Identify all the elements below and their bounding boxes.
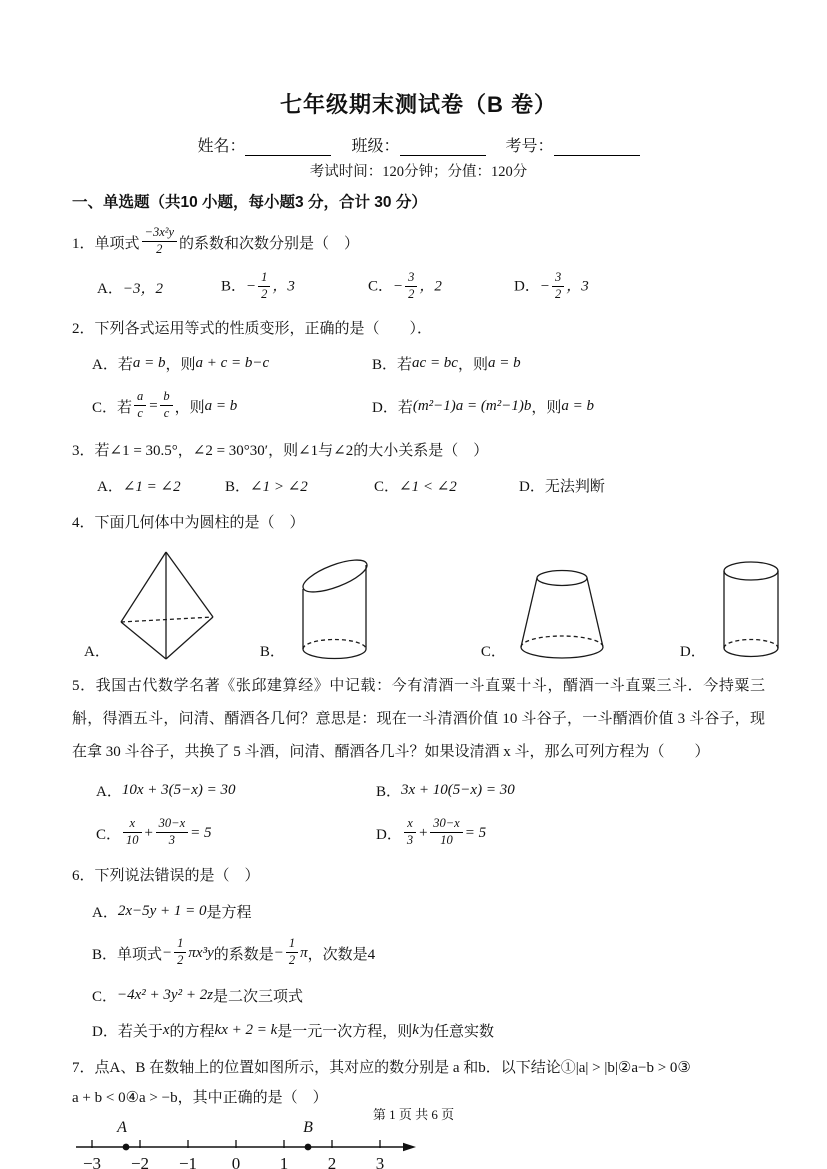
examno-blank bbox=[554, 136, 640, 156]
fraction-denominator: 3 bbox=[156, 832, 188, 848]
option-c bbox=[96, 815, 376, 849]
fraction bbox=[404, 817, 416, 848]
fraction bbox=[405, 271, 417, 302]
option-b bbox=[376, 780, 765, 801]
option-c-label: C． bbox=[368, 278, 394, 295]
option-a-label: A． bbox=[92, 356, 118, 373]
question-4-stem: 4．下面几何体中为圆柱的是（ ） bbox=[72, 515, 305, 531]
fraction bbox=[134, 390, 146, 421]
class-field bbox=[351, 133, 485, 156]
option-d-sign: − bbox=[539, 278, 550, 295]
class-label: 班级： bbox=[351, 138, 400, 155]
q1-options bbox=[72, 268, 765, 306]
number-line bbox=[72, 1119, 424, 1169]
option-a-label: A． bbox=[84, 644, 110, 660]
fraction bbox=[174, 937, 186, 968]
option-c-math: = bbox=[148, 397, 159, 414]
fraction-numerator: 1 bbox=[261, 269, 268, 284]
option-a-math: a = b bbox=[132, 354, 166, 371]
fraction bbox=[156, 817, 188, 848]
point-a-dot bbox=[123, 1144, 130, 1151]
option-d-text: 若关于 bbox=[117, 1023, 163, 1040]
option-d-label: D． bbox=[519, 478, 545, 495]
fraction-denominator: 3 bbox=[404, 832, 416, 848]
tick-label: 3 bbox=[375, 1154, 385, 1169]
option-a-label: A． bbox=[97, 280, 123, 297]
fraction-denominator: c bbox=[134, 405, 146, 421]
name-field bbox=[197, 133, 331, 156]
fraction-denominator: 2 bbox=[552, 286, 564, 302]
fraction bbox=[552, 271, 564, 302]
option-b-text: 单项式 bbox=[117, 946, 163, 963]
q2-options-row-2 bbox=[72, 384, 765, 428]
fraction-denominator: 2 bbox=[142, 241, 178, 257]
option-d bbox=[372, 396, 765, 417]
fraction bbox=[430, 817, 462, 848]
option-a-figure bbox=[84, 548, 218, 662]
fraction-denominator: 2 bbox=[174, 952, 186, 968]
option-c-math: −4x² + 3y² + 2z bbox=[117, 986, 214, 1003]
fraction-denominator: c bbox=[160, 405, 172, 421]
option-b-label: B． bbox=[259, 644, 285, 660]
q3-options bbox=[72, 470, 765, 500]
option-c bbox=[92, 388, 372, 422]
page-footer: 第 1 页 共 6 页 bbox=[372, 1107, 455, 1122]
point-b-label: B bbox=[303, 1119, 313, 1136]
option-b bbox=[372, 353, 765, 374]
option-c-text: 若 bbox=[117, 399, 133, 416]
option-b-math: ac = bc bbox=[412, 354, 458, 371]
option-d-math: = 5 bbox=[464, 824, 487, 841]
q4-figures bbox=[72, 544, 765, 662]
option-d-math: k bbox=[412, 1021, 419, 1038]
fraction-denominator: 2 bbox=[258, 286, 270, 302]
fraction-numerator: x bbox=[407, 815, 413, 830]
option-b-label: B． bbox=[221, 278, 247, 295]
question-3-stem: 3．若∠1 = 30.5°，∠2 = 30°30′，则∠1与∠2的大小关系是（ ） bbox=[72, 443, 489, 459]
option-d-text: 为任意实数 bbox=[418, 1023, 494, 1040]
option-d-label: D． bbox=[376, 826, 402, 843]
q5-options-row-2 bbox=[72, 811, 765, 855]
fraction-numerator: 3 bbox=[554, 269, 562, 284]
option-a-text: −3，2 bbox=[122, 280, 163, 297]
name-blank bbox=[245, 136, 331, 156]
point-b-dot bbox=[305, 1144, 312, 1151]
axis-arrow bbox=[403, 1143, 416, 1151]
option-b-label: B． bbox=[376, 783, 402, 800]
fraction-numerator: 30−x bbox=[433, 815, 460, 830]
option-b-math: πx³y bbox=[188, 944, 214, 961]
option-c-math: a = b bbox=[204, 397, 238, 414]
class-blank bbox=[400, 136, 486, 156]
option-b bbox=[72, 933, 765, 973]
fraction-denominator: 10 bbox=[430, 832, 462, 848]
option-c-label: C． bbox=[374, 478, 400, 495]
option-a bbox=[96, 780, 376, 801]
fraction bbox=[258, 271, 270, 302]
option-c bbox=[72, 982, 765, 1008]
question-2-stem: 2．下列各式运用等式的性质变形，正确的是（ ）． bbox=[72, 321, 433, 337]
fraction-numerator: 3 bbox=[408, 269, 415, 284]
option-b-label: B． bbox=[372, 356, 398, 373]
option-b-text: ，次数是4 bbox=[307, 946, 376, 963]
option-a bbox=[97, 277, 221, 298]
option-b-label: B． bbox=[92, 946, 118, 963]
option-d-text: 的方程 bbox=[169, 1023, 215, 1040]
option-d bbox=[514, 269, 589, 303]
fraction-numerator: b bbox=[163, 388, 170, 403]
tick-label: 1 bbox=[279, 1154, 289, 1169]
option-a-text: 若 bbox=[117, 356, 133, 373]
q5-options-row-1 bbox=[72, 773, 765, 807]
fraction-numerator: −3x²y bbox=[144, 224, 175, 239]
option-a-text: 是方程 bbox=[206, 904, 252, 921]
question-1-stem bbox=[72, 222, 765, 262]
option-b bbox=[225, 475, 374, 496]
option-c-label: C． bbox=[96, 826, 122, 843]
q2-options-row-1 bbox=[72, 346, 765, 380]
option-a-math: 2x−5y + 1 = 0 bbox=[117, 902, 207, 919]
q1-stem-post: 的系数和次数分别是（ ） bbox=[179, 235, 360, 252]
option-b-label: B． bbox=[225, 478, 251, 495]
fraction-numerator: a bbox=[137, 388, 144, 403]
exam-title: 七年级期末测试卷（B 卷） bbox=[279, 92, 557, 117]
oblique-cut-cylinder-figure bbox=[289, 548, 377, 662]
question-3 bbox=[72, 438, 765, 500]
option-c-sign: − bbox=[393, 278, 404, 295]
option-b-text: 若 bbox=[397, 356, 413, 373]
option-a-label: A． bbox=[96, 783, 122, 800]
tick-label: 0 bbox=[231, 1154, 241, 1169]
frustum-figure bbox=[510, 564, 614, 662]
option-d-math: x bbox=[162, 1021, 170, 1038]
option-d-text: 若 bbox=[397, 399, 413, 416]
option-a-text: ∠1 = ∠2 bbox=[122, 478, 181, 495]
option-c-text: ，2 bbox=[419, 278, 442, 295]
option-c bbox=[374, 475, 519, 496]
option-c-label: C． bbox=[92, 399, 118, 416]
option-b-math: π bbox=[300, 944, 308, 961]
option-c-label: C． bbox=[480, 644, 506, 660]
fraction bbox=[142, 226, 178, 257]
option-c-label: C． bbox=[92, 988, 118, 1005]
option-c-text: ，则 bbox=[174, 399, 205, 416]
fraction bbox=[286, 937, 298, 968]
fraction-denominator: 10 bbox=[123, 832, 142, 848]
option-d-label: D． bbox=[514, 278, 540, 295]
question-6-stem: 6．下列说法错误的是（ ） bbox=[72, 868, 260, 884]
option-a-math: a + c = b−c bbox=[195, 354, 270, 371]
question-4 bbox=[72, 510, 765, 662]
question-7-stem-line-2: a + b < 0④a > −b，其中正确的是（ ） bbox=[72, 1090, 328, 1106]
fraction bbox=[160, 390, 172, 421]
option-b bbox=[221, 269, 368, 303]
question-6 bbox=[72, 863, 765, 1043]
student-info-row bbox=[72, 133, 765, 156]
option-d bbox=[376, 815, 765, 849]
fraction-denominator: 2 bbox=[286, 952, 298, 968]
question-5-stem: 5．我国古代数学名著《张邱建算经》中记载：今有清酒一斗直粟十斗，醑酒一斗直粟三斗．今持粟三斛，得酒五斗，问清、醑酒各几何？意思是：现在一斗清酒价值 10 斗谷子，一斗醑酒价值 3 斗谷子，现在拿 30 斗谷子，共换了 5 斗酒，问清、醑酒各几斗？如果设清酒 x 斗，那么可列方程为（ ） bbox=[72, 678, 765, 760]
option-b-sign: − bbox=[162, 944, 173, 961]
cylinder-figure bbox=[710, 556, 792, 662]
examno-label: 考号： bbox=[505, 138, 554, 155]
section-1-heading: 一、单选题（共10 小题，每小题3 分，合计 30 分） bbox=[72, 194, 427, 211]
name-label: 姓名： bbox=[197, 138, 246, 155]
option-a-text: ，则 bbox=[165, 356, 196, 373]
fraction bbox=[123, 817, 142, 848]
option-d-label: D． bbox=[92, 1023, 118, 1040]
tick-label: −2 bbox=[130, 1154, 150, 1169]
option-d-label: D． bbox=[372, 399, 398, 416]
option-b-text: ，3 bbox=[272, 278, 295, 295]
option-d-math: (m²−1)a = (m²−1)b bbox=[412, 397, 532, 414]
option-d bbox=[72, 1017, 765, 1043]
option-d-math: a = b bbox=[561, 397, 595, 414]
option-d-math: kx + 2 = k bbox=[214, 1021, 278, 1038]
question-1 bbox=[72, 222, 765, 306]
option-d-label: D． bbox=[679, 644, 706, 660]
option-c-text: ∠1 < ∠2 bbox=[399, 478, 457, 495]
fraction-numerator: 30−x bbox=[158, 815, 186, 830]
fraction-denominator: 2 bbox=[405, 286, 417, 302]
fraction-numerator: 1 bbox=[288, 935, 296, 950]
option-b-sign: − bbox=[273, 944, 284, 961]
question-7-stem-line-1: 7．点A、B 在数轴上的位置如图所示，其对应的数分别是 a 和b．以下结论①|a| > |b|②a−b > 0③ bbox=[72, 1060, 691, 1076]
option-d-text: ，3 bbox=[566, 278, 589, 295]
option-d-text: ，则 bbox=[531, 399, 562, 416]
question-5 bbox=[72, 670, 765, 855]
examno-field bbox=[506, 133, 640, 156]
option-d-math: + bbox=[418, 824, 429, 841]
tick-label: 2 bbox=[327, 1154, 337, 1169]
option-a-label: A． bbox=[97, 478, 123, 495]
option-c-figure bbox=[481, 564, 614, 662]
option-b-text: ，则 bbox=[457, 356, 488, 373]
option-d-figure bbox=[680, 556, 792, 662]
option-b-text: 3x + 10(5−x) = 30 bbox=[401, 781, 515, 798]
option-b-math: a = b bbox=[487, 354, 521, 371]
option-a bbox=[92, 353, 372, 374]
option-b-figure bbox=[260, 548, 377, 662]
option-d bbox=[519, 475, 605, 496]
fraction-numerator: x bbox=[129, 815, 136, 830]
question-2 bbox=[72, 316, 765, 428]
tick-label: −1 bbox=[178, 1154, 198, 1169]
triangular-bipyramid-figure bbox=[114, 548, 218, 662]
fraction-numerator: 1 bbox=[177, 935, 184, 950]
exam-info: 考试时间：120分钟；分值：120分 bbox=[309, 164, 528, 180]
option-c-text: 是二次三项式 bbox=[213, 988, 304, 1005]
option-a bbox=[72, 898, 765, 924]
option-a-text: 10x + 3(5−x) = 30 bbox=[121, 781, 236, 798]
option-c-math: + bbox=[143, 824, 154, 841]
option-d-text: 无法判断 bbox=[544, 478, 605, 495]
option-c-math: = 5 bbox=[190, 824, 212, 841]
q1-stem-pre: 1．单项式 bbox=[72, 235, 140, 252]
option-b-sign: − bbox=[246, 278, 257, 295]
option-b-text: ∠1 > ∠2 bbox=[250, 478, 308, 495]
option-c bbox=[368, 269, 514, 303]
point-a-label: A bbox=[117, 1119, 127, 1136]
tick-label: −3 bbox=[82, 1154, 102, 1169]
option-b-text: 的系数是 bbox=[213, 946, 274, 963]
option-a-label: A． bbox=[92, 904, 118, 921]
option-d-text: 是一元一次方程，则 bbox=[277, 1023, 413, 1040]
option-a bbox=[97, 475, 225, 496]
